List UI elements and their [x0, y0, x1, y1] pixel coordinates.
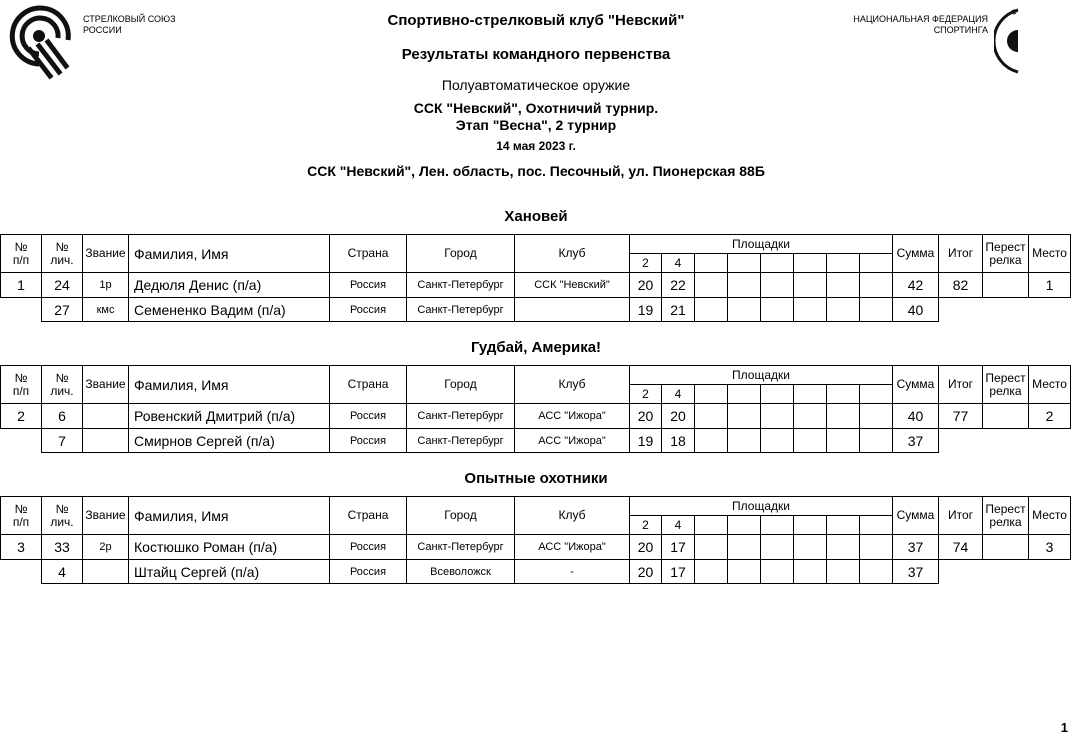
col-range-1: 2 [630, 254, 662, 273]
col-sum: Сумма [893, 497, 939, 535]
col-ranges: Площадки [630, 497, 893, 516]
cell-total: 77 [939, 404, 983, 429]
cell-lic: 33 [42, 535, 83, 560]
cell-range-2: 17 [662, 560, 695, 584]
col-city: Город [407, 366, 515, 404]
org-left-line2: РОССИИ [83, 25, 122, 35]
cell-city: Санкт-Петербург [407, 273, 515, 298]
cell-lic: 4 [42, 560, 83, 584]
col-total: Итог [939, 235, 983, 273]
cell-lic: 24 [42, 273, 83, 298]
cell-rank: кмс [83, 298, 129, 322]
col-place: Место [1029, 366, 1071, 404]
col-club: Клуб [515, 497, 630, 535]
event-date: 14 мая 2023 г. [496, 139, 576, 153]
cell-sum: 40 [893, 298, 939, 322]
cell-name: Семененко Вадим (п/а) [129, 298, 330, 322]
cell-club: ССК "Невский" [515, 273, 630, 298]
cell-name: Костюшко Роман (п/а) [129, 535, 330, 560]
col-shootoff: Перест релка [983, 366, 1029, 404]
cell-place: 1 [1029, 273, 1071, 298]
weapon-category: Полуавтоматическое оружие [441, 77, 631, 93]
col-club: Клуб [515, 366, 630, 404]
cell-range-1: 19 [630, 298, 662, 322]
col-rank: Звание [83, 497, 129, 535]
table-row [1, 429, 1071, 453]
cell-club: АСС "Ижора" [515, 404, 630, 429]
cell-rank: 1р [83, 273, 129, 298]
event-venue: ССК "Невский", Лен. область, пос. Песочный, ул. Пионерская 88Б [307, 163, 765, 179]
col-shootoff: Перест релка [983, 497, 1029, 535]
team-title: Гудбай, Америка! [470, 339, 602, 356]
cell-country: Россия [330, 429, 407, 453]
table-row [1, 535, 1071, 560]
cell-range-2: 21 [662, 298, 695, 322]
col-club: Клуб [515, 235, 630, 273]
col-place: Место [1029, 235, 1071, 273]
col-place: Место [1029, 497, 1071, 535]
col-lic: № лич. [42, 235, 83, 273]
col-ranges: Площадки [630, 235, 893, 254]
col-sum: Сумма [893, 366, 939, 404]
cell-sum: 37 [893, 535, 939, 560]
col-range-2: 4 [662, 385, 695, 404]
cell-lic: 6 [42, 404, 83, 429]
cell-name: Штайц Сергей (п/а) [129, 560, 330, 584]
cell-club: - [515, 560, 630, 584]
cell-name: Ровенский Дмитрий (п/а) [129, 404, 330, 429]
col-name: Фамилия, Имя [129, 235, 330, 273]
col-pp: № п/п [1, 366, 42, 404]
col-pp: № п/п [1, 235, 42, 273]
header-row [1, 497, 1071, 516]
cell-club: АСС "Ижора" [515, 429, 630, 453]
cell-lic: 27 [42, 298, 83, 322]
page-number: 1 [1060, 720, 1068, 735]
cell-range-1: 20 [630, 535, 662, 560]
col-rank: Звание [83, 366, 129, 404]
cell-city: Санкт-Петербург [407, 298, 515, 322]
cell-name: Смирнов Сергей (п/а) [129, 429, 330, 453]
cell-range-1: 20 [630, 404, 662, 429]
col-sum: Сумма [893, 235, 939, 273]
cell-sum: 40 [893, 404, 939, 429]
cell-country: Россия [330, 298, 407, 322]
cell-pp: 3 [1, 535, 42, 560]
cell-rank: 2р [83, 535, 129, 560]
cell-shootoff [983, 404, 1029, 429]
header-row [1, 366, 1071, 385]
col-pp: № п/п [1, 497, 42, 535]
col-country: Страна [330, 366, 407, 404]
table-row [1, 298, 1071, 322]
cell-lic: 7 [42, 429, 83, 453]
cell-range-1: 20 [630, 273, 662, 298]
col-total: Итог [939, 497, 983, 535]
event-line2: Этап "Весна", 2 турнир [455, 117, 617, 133]
cell-place: 3 [1029, 535, 1071, 560]
cell-city: Санкт-Петербург [407, 404, 515, 429]
cell-sum: 37 [893, 429, 939, 453]
cell-sum: 37 [893, 560, 939, 584]
col-lic: № лич. [42, 366, 83, 404]
cell-country: Россия [330, 535, 407, 560]
cell-range-1: 19 [630, 429, 662, 453]
col-country: Страна [330, 235, 407, 273]
cell-city: Санкт-Петербург [407, 429, 515, 453]
cell-total: 74 [939, 535, 983, 560]
cell-place: 2 [1029, 404, 1071, 429]
cell-total: 82 [939, 273, 983, 298]
cell-rank [83, 560, 129, 584]
table-row [1, 273, 1071, 298]
team-title: Хановей [504, 208, 568, 225]
table-row [1, 560, 1071, 584]
team-title: Опытные охотники [464, 470, 608, 487]
event-title [0, 100, 1072, 134]
col-name: Фамилия, Имя [129, 497, 330, 535]
org-right-line2: СПОРТИНГА [933, 25, 988, 35]
col-range-1: 2 [630, 385, 662, 404]
cell-shootoff [983, 273, 1029, 298]
cell-shootoff [983, 535, 1029, 560]
col-name: Фамилия, Имя [129, 366, 330, 404]
col-shootoff: Перест релка [983, 235, 1029, 273]
col-ranges: Площадки [630, 366, 893, 385]
cell-country: Россия [330, 273, 407, 298]
col-city: Город [407, 497, 515, 535]
col-lic: № лич. [42, 497, 83, 535]
event-line1: ССК "Невский", Охотничий турнир. [413, 100, 659, 116]
cell-name: Дедюля Денис (п/а) [129, 273, 330, 298]
results-title: Результаты командного первенства [401, 46, 671, 63]
cell-range-2: 22 [662, 273, 695, 298]
cell-range-2: 17 [662, 535, 695, 560]
cell-country: Россия [330, 560, 407, 584]
col-rank: Звание [83, 235, 129, 273]
header-row [1, 235, 1071, 254]
cell-club: АСС "Ижора" [515, 535, 630, 560]
cell-club [515, 298, 630, 322]
cell-city: Всеволожск [407, 560, 515, 584]
cell-pp: 1 [1, 273, 42, 298]
org-left-line1: СТРЕЛКОВЫЙ СОЮЗ [83, 14, 176, 24]
cell-sum: 42 [893, 273, 939, 298]
col-total: Итог [939, 366, 983, 404]
col-range-2: 4 [662, 516, 695, 535]
cell-city: Санкт-Петербург [407, 535, 515, 560]
team-results-table [0, 234, 1071, 322]
team-results-table [0, 496, 1071, 584]
team-results-table [0, 365, 1071, 453]
cell-country: Россия [330, 404, 407, 429]
cell-rank [83, 404, 129, 429]
col-range-1: 2 [630, 516, 662, 535]
cell-pp: 2 [1, 404, 42, 429]
table-row [1, 404, 1071, 429]
org-right-line1: НАЦИОНАЛЬНАЯ ФЕДЕРАЦИЯ [853, 14, 988, 24]
col-range-2: 4 [662, 254, 695, 273]
col-country: Страна [330, 497, 407, 535]
cell-range-2: 20 [662, 404, 695, 429]
cell-rank [83, 429, 129, 453]
club-title: Спортивно-стрелковый клуб "Невский" [387, 12, 685, 29]
col-city: Город [407, 235, 515, 273]
cell-range-2: 18 [662, 429, 695, 453]
cell-range-1: 20 [630, 560, 662, 584]
